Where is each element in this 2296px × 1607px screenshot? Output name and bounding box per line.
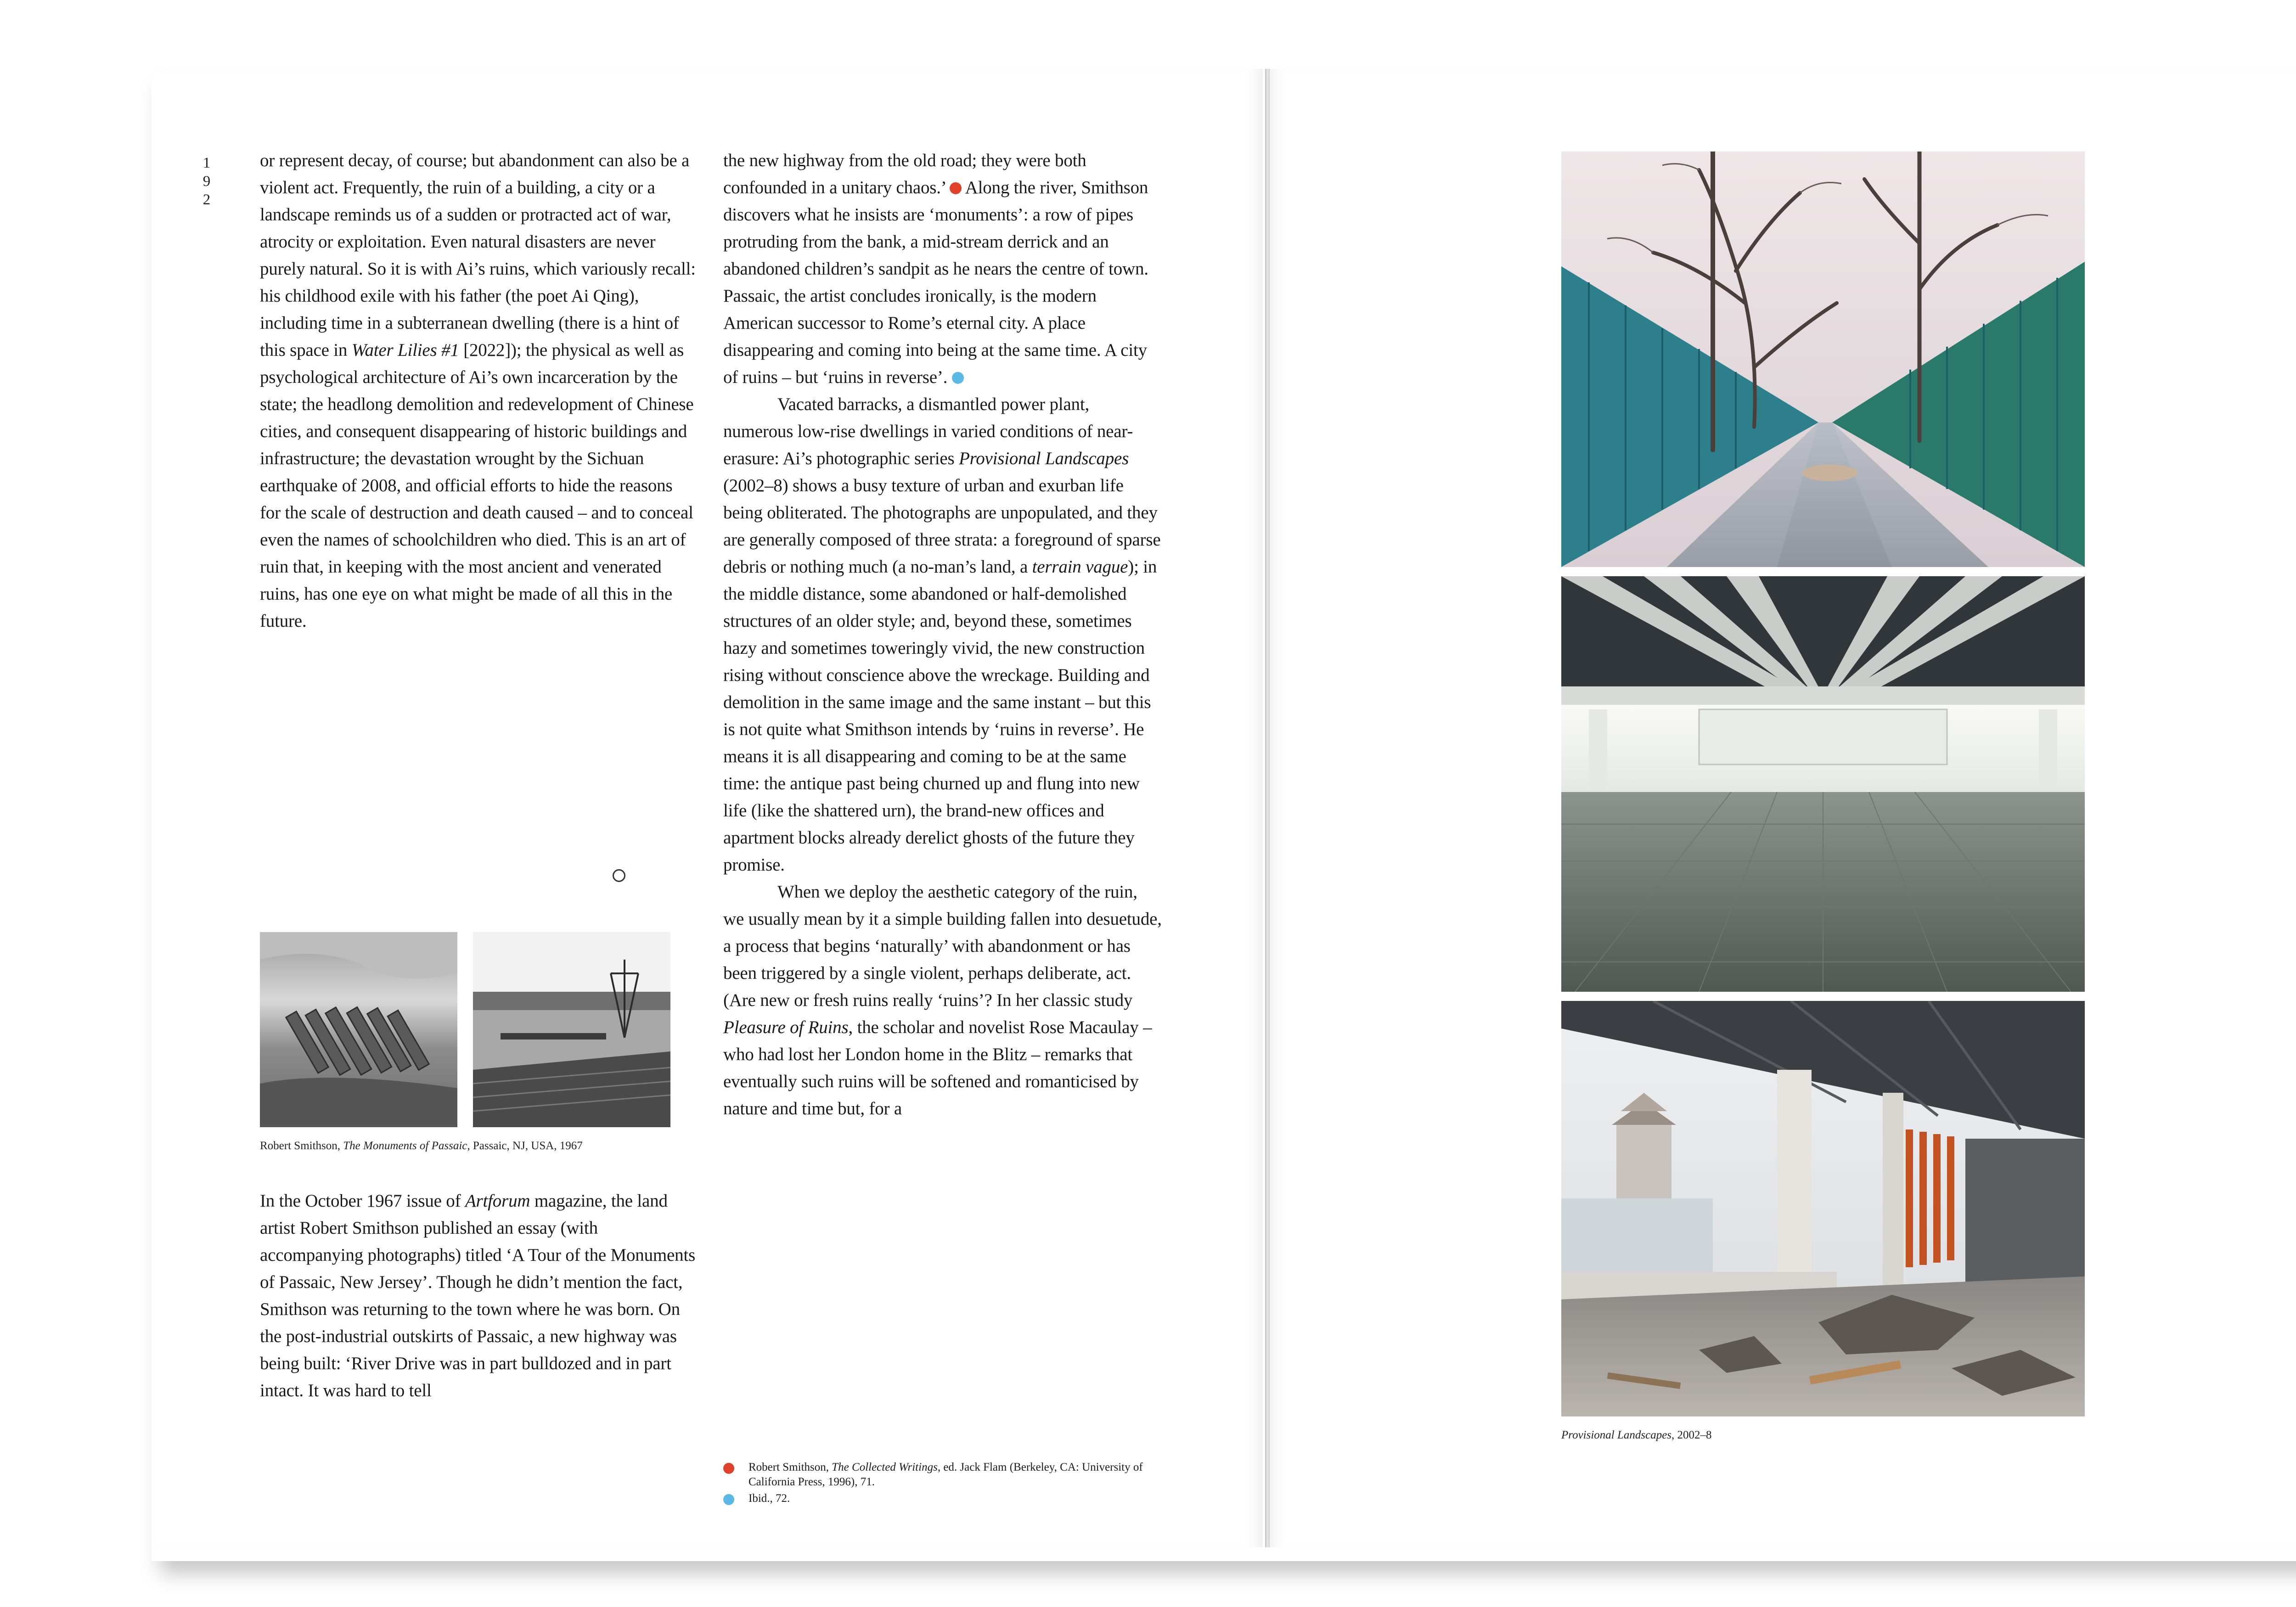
column-1-top	[260, 147, 696, 635]
footnotes	[723, 1460, 1182, 1508]
text-run: In the October 1967 issue of	[260, 1191, 465, 1211]
text-run: or represent decay, of course; but abandonment can also be a violent act. Frequently, the ruin of a building, a city or a landscape reminds us of a sudden or protracted act of war, atrocity or exploitation. Even natural disasters are never purely natural. So it is with Ai’s ruins, which variously recall: his childhood exile with his father (the poet Ai Qing), including time in a subterranean dwelling (there is a hint of this space in	[260, 151, 696, 360]
provisional-landscape-photo-overpass	[1561, 576, 2085, 992]
section-ornament-circle	[613, 869, 625, 882]
text-run: Robert Smithson,	[748, 1461, 832, 1473]
italic-title: The Monuments of Passaic	[343, 1140, 467, 1152]
folio-digit: 2	[203, 191, 211, 208]
text-run: the new highway from the old road; they were both confounded in a unitary chaos.’	[723, 151, 1086, 197]
italic-title: Water Lilies #1	[351, 340, 459, 360]
folio-digit: 9	[203, 173, 211, 190]
text-run: Vacated barracks, a dismantled power plant, numerous low-rise dwellings in varied conditions of near-erasure: Ai’s photographic series	[723, 394, 1133, 468]
italic-title: The Collected Writings	[832, 1461, 938, 1473]
italic-title: Provisional Landscapes	[959, 449, 1129, 468]
italic-title: Artforum	[465, 1191, 530, 1211]
right-page	[1270, 69, 2296, 1547]
footnote-marker-blue	[952, 372, 964, 384]
text-run: Ibid., 72.	[748, 1492, 790, 1505]
provisional-landscapes-caption	[1561, 1428, 2085, 1443]
text-run: Along the river, Smithson discovers what he insists are ‘monuments’: a row of pipes protruding from the bank, a mid-stream derrick and an abandoned children’s sandpit as he nears the centre of town. Passaic, the artist concludes ironically, is the modern American successor to Rome’s eternal city. A place disappearing and coming into being at the same time. A city of ruins – but ‘ruins in reverse’.	[723, 178, 1148, 387]
provisional-landscape-photo-road	[1561, 152, 2085, 567]
italic-title: Provisional Landscapes	[1561, 1429, 1672, 1441]
page-number-left	[200, 154, 214, 209]
footnote-marker-red	[723, 1463, 734, 1474]
footnote-marker-red	[950, 182, 962, 194]
text-run: [2022]); the physical as well as psychological architecture of Ai’s own incarceration by the state; the headlong demolition and redevelopment of Chinese cities, and consequent disappearing of historic buildings and infrastructure; the devastation wrought by the Sichuan earthquake of 2008, and official efforts to hide the reasons for the scale of destruction and death caused – and to conceal even the names of schoolchildren who died. This is an art of ruin that, in keeping with the most ancient and venerated ruins, has one eye on what might be made of all this in the future.	[260, 340, 694, 631]
text-run: , the scholar and novelist Rose Macaulay – who had lost her London home in the Blitz – remarks that eventually such ruins will be softened and romanticised by nature and time but, for a	[723, 1017, 1152, 1118]
text-run: , Passaic, NJ, USA, 1967	[467, 1140, 583, 1152]
paragraph	[723, 391, 1162, 878]
text-run: magazine, the land artist Robert Smithson published an essay (with accompanying photographs) titled ‘A Tour of the Monuments of Passaic, New Jersey’. Though he didn’t mention the fact, Smithson was returning to the town where he was born. On the post-industrial outskirts of Passaic, a new highway was being built: ‘River Drive was in part bulldozed and in part intact. It was hard to tell	[260, 1191, 696, 1400]
italic-title: Pleasure of Ruins	[723, 1017, 849, 1037]
left-page	[152, 69, 1263, 1547]
folio-digit: 1	[203, 155, 211, 171]
italic-term: terrain vague	[1032, 557, 1128, 577]
smithson-photo-caption	[260, 1139, 696, 1153]
paragraph	[723, 147, 1162, 391]
footnote-1	[723, 1460, 1182, 1489]
text-run: Robert Smithson,	[260, 1140, 343, 1152]
paragraph	[723, 878, 1162, 1122]
paragraph	[260, 1187, 696, 1404]
text-run: , 2002–8	[1671, 1429, 1712, 1441]
footnote-2	[723, 1491, 1182, 1506]
paragraph	[260, 147, 696, 635]
provisional-landscape-photo-ruin-interior	[1561, 1001, 2085, 1416]
text-run: ); in the middle distance, some abandoned or half-demolished structures of an older style; and, beyond these, sometimes hazy and sometimes toweringly vivid, the new construction rising without conscience above the wreckage. Building and demolition in the same image and the same instant – but this is not quite what Smithson intends by ‘ruins in reverse’. He means it is all disappearing and coming to be at the same time: the antique past being churned up and flung into new life (like the shattered urn), the brand-new offices and apartment blocks already derelict ghosts of the future they promise.	[723, 557, 1157, 875]
smithson-photo-pipes	[260, 932, 457, 1127]
text-run: (2002–8) shows a busy texture of urban and exurban life being obliterated. The photographs are unpopulated, and they are generally composed of three strata: a foreground of sparse debris or nothing much (a no-man’s land, a	[723, 476, 1161, 577]
book-gutter	[1265, 69, 1270, 1547]
column-1-bottom	[260, 1187, 696, 1404]
text-run: When we deploy the aesthetic category of the ruin, we usually mean by it a simple building fallen into desuetude, a process that begins ‘naturally’ with abandonment or has been triggered by a single violent, perhaps deliberate, act. (Are new or fresh ruins really ‘ruins’? In her classic study	[723, 882, 1162, 1010]
footnote-marker-blue	[723, 1494, 734, 1505]
text-run: , ed. Jack Flam (Berkeley, CA: University of California Press, 1996), 71.	[748, 1461, 1143, 1488]
column-2	[723, 147, 1162, 1122]
smithson-photo-derrick	[473, 932, 670, 1127]
